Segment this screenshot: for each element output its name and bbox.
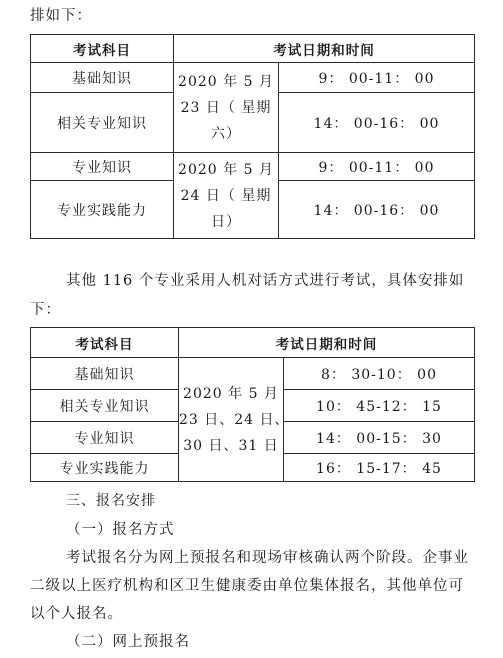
date-cell-may-24: 2020 年 5 月 24 日（ 星期 日） [174,153,279,239]
subject-cell: 专业知识 [31,422,179,454]
paragraph-line: 以个人报名。 [30,606,123,622]
header-time: 考试日期和时间 [174,35,475,63]
time-cell: 14： 00-15： 30 [284,422,475,454]
time-cell: 14： 00-16： 00 [279,93,475,153]
paragraph-line: 考试报名分为网上预报名和现场审核确认两个阶段。企事业 [66,550,469,566]
subject-cell: 相关专业知识 [31,390,179,422]
header-time: 考试日期和时间 [179,328,475,358]
subject-cell: 专业知识 [31,153,174,181]
time-cell: 8： 30-10： 00 [284,358,475,390]
time-cell: 9： 00-11： 00 [279,63,475,93]
subject-cell: 专业实践能力 [31,454,179,482]
subject-cell: 基础知识 [31,358,179,390]
intro-tail: 排如下： [30,8,92,24]
date-cell-may: 2020 年 5 月 23 日、24 日、 30 日、31 日 [179,358,284,482]
time-cell: 9： 00-11： 00 [279,153,475,181]
time-cell: 10： 45-12： 15 [284,390,475,422]
subject-cell: 相关专业知识 [31,93,174,153]
paragraph-line: 其他 116 个专业采用人机对话方式进行考试，具体安排如 [66,273,465,289]
subject-cell: 基础知识 [31,63,174,93]
paragraph-line: 二级以上医疗机构和区卫生健康委由单位集体报名，其他单位可 [30,578,464,594]
subsection-title: （一）报名方式 [66,522,175,538]
subsection-title: （二）网上预报名 [66,634,190,650]
time-cell: 14： 00-16： 00 [279,181,475,239]
time-cell: 16： 15-17： 45 [284,454,475,482]
date-cell-may-23: 2020 年 5 月 23 日（ 星期 六） [174,63,279,153]
section-title: 三、报名安排 [66,493,156,509]
header-subject: 考试科目 [31,328,179,358]
subject-cell: 专业实践能力 [31,181,174,239]
paragraph-line: 下： [30,302,61,318]
exam-schedule-table-computer [30,327,475,482]
exam-schedule-table-paper [30,34,475,239]
header-subject: 考试科目 [31,35,174,63]
